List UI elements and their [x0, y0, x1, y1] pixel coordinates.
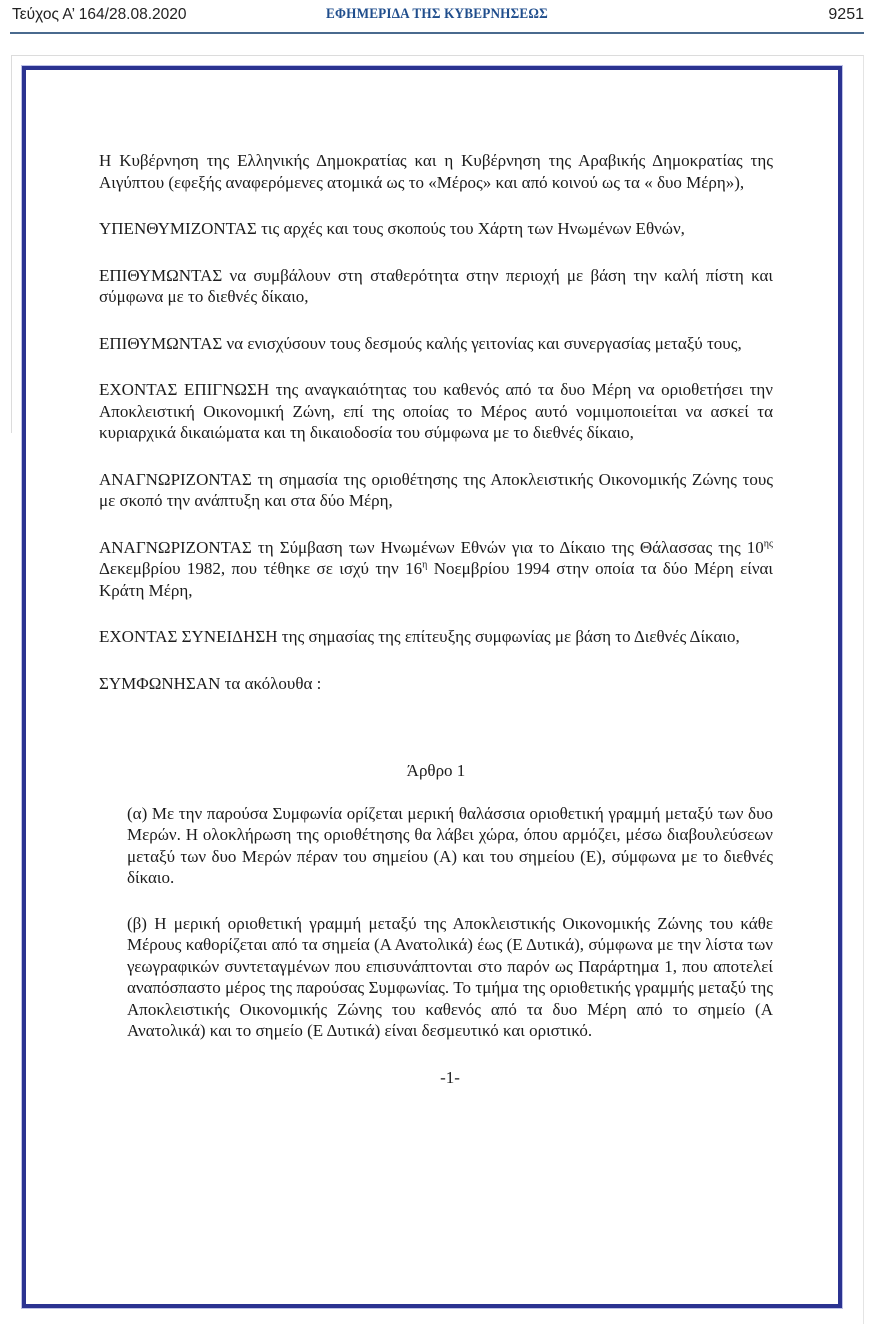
agreement-document — [99, 150, 773, 1088]
gazette-title: ΕΦΗΜΕΡΙΔΑ ΤΗΣ ΚΥΒΕΡΝΗΣΕΩΣ — [326, 6, 548, 22]
article-paragraph-a: (α) Με την παρούσα Συμφωνία ορίζεται μερική θαλάσσια οριοθετική γραμμή μεταξύ των δυο Μερών. Η ολοκλήρωση της οριοθέτησης θα λάβει χώρα, όπου αρμόζει, μέσω διαβουλεύσεων μεταξύ των δυο Μερών πέραν του σημείου (Α) και του σημείου (Ε), σύμφωνα με το διεθνές δίκαιο. — [127, 803, 773, 887]
gazette-header — [10, 0, 864, 34]
page-marker: -1- — [440, 1067, 460, 1087]
page-scan-outer-border-left — [11, 55, 12, 433]
article-heading: Άρθρο 1 — [406, 761, 466, 780]
preamble-recognizing-unclos: ΑΝΑΓΝΩΡΙΖΟΝΤΑΣ τη Σύμβαση των Ηνωμένων Εθνών για το Δίκαιο της Θάλασσας της $10^{\eta\varsigma}$ Δεκεμβρίου 1982, που τέθηκε σε ισχύ την $16^\eta$ Νοεμβρίου 1994 στην οποία τα δύο Μέρη είναι Κράτη Μέρη, — [99, 537, 773, 600]
preamble-conscious: ΕΧΟΝΤΑΣ ΣΥΝΕΙΔΗΣΗ της σημασίας της επίτευξης συμφωνίας με βάση το Διεθνές Δίκαιο, — [99, 627, 740, 646]
ordinal-superscript: ης — [763, 537, 773, 549]
issue-number: Τεύχος Α’ 164/28.08.2020 — [12, 6, 187, 23]
ordinal-superscript: η — [422, 559, 428, 571]
agreed-statement: ΣΥΜΦΩΝΗΣΑΝ τα ακόλουθα : — [99, 673, 322, 693]
article-paragraph-b: (β) Η μερική οριοθετική γραμμή μεταξύ της Αποκλειστικής Οικονομικής Ζώνης του κάθε Μέρους καθορίζεται από τα σημεία (Α Ανατολικά) έως (Ε Δυτικά), σύμφωνα με την λίστα των γεωγραφικών συντεταγμένων που επισυνάπτονται στο παρόν ως Παράρτημα 1, που αποτελεί αναπόσπαστο μέρος της παρούσας Συμφωνίας. Το τμήμα της οριοθετικής γραμμής μεταξύ της Αποκλειστικής Οικονομικής Ζώνης του καθενός από τα δυο Μέρη από το σημείο (Α Ανατολικά) και το σημείο (Ε Δυτικά) είναι δεσμευτικό και οριστικό. — [127, 913, 773, 1040]
preamble-parties: Η Κυβέρνηση της Ελληνικής Δημοκρατίας και η Κυβέρνηση της Αραβικής Δημοκρατίας της Αιγύπτου (εφεξής αναφερόμενες ατομικά ως το «Μέρος» και από κοινού ως τα « δυο Μέρη»), — [99, 151, 773, 192]
page-number: 9251 — [828, 6, 864, 23]
preamble-recalling: ΥΠΕΝΘΥΜΙΖΟΝΤΑΣ τις αρχές και τους σκοπούς του Χάρτη των Ηνωμένων Εθνών, — [99, 219, 685, 238]
preamble-desiring-stability: ΕΠΙΘΥΜΩΝΤΑΣ να συμβάλουν στη σταθερότητα στην περιοχή με βάση την καλή πίστη και σύμφωνα με το διεθνές δίκαιο, — [99, 265, 773, 306]
preamble-desiring-neighbourliness: ΕΠΙΘΥΜΩΝΤΑΣ να ενισχύσουν τους δεσμούς καλής γειτονίας και συνεργασίας μεταξύ τους, — [99, 333, 742, 353]
preamble-aware-necessity: ΕΧΟΝΤΑΣ ΕΠΙΓΝΩΣΗ της αναγκαιότητας του καθενός από τα δυο Μέρη να οριοθετήσει την Αποκλειστική Οικονομική Ζώνη, επί της οποίας το Μέρος αυτό νομιμοποιείται να ασκεί τα κυριαρχικά δικαιώματα και τη δικαιοδοσία του σύμφωνα με το διεθνές δίκαιο, — [99, 380, 773, 442]
preamble-recognizing-importance: ΑΝΑΓΝΩΡΙΖΟΝΤΑΣ τη σημασία της οριοθέτησης της Αποκλειστικής Οικονομικής Ζώνης τους με σκοπό την ανάπτυξη και στα δύο Μέρη, — [99, 469, 773, 510]
